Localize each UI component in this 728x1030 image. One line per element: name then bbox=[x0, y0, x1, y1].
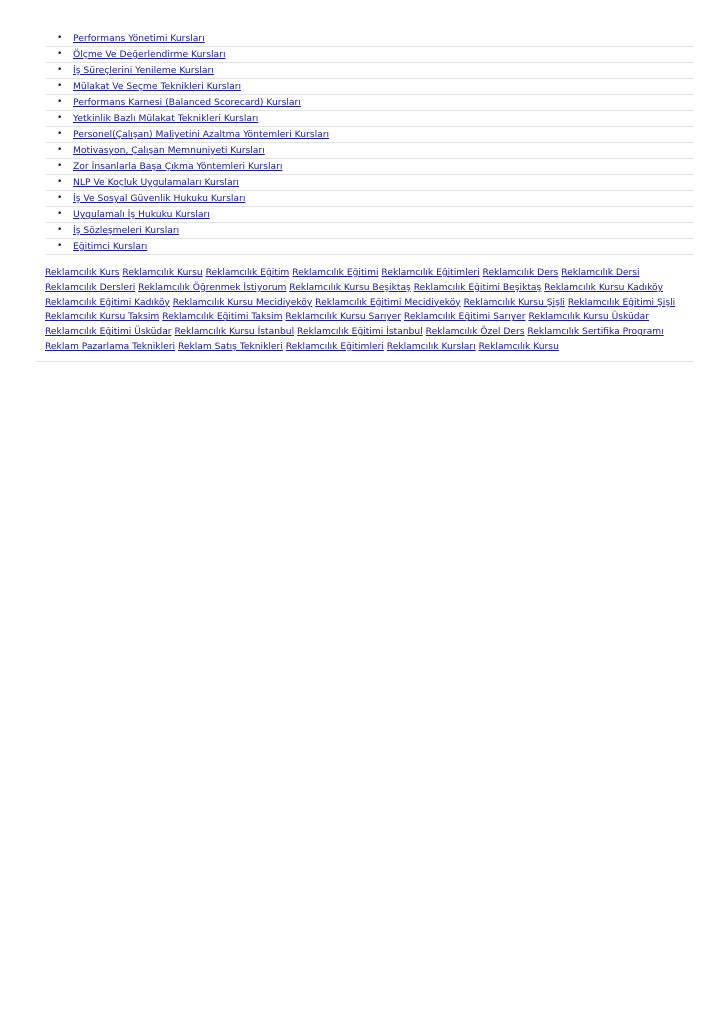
keyword-line bbox=[45, 296, 694, 311]
keyword-link[interactable]: Reklamcılık Eğitimi Şişli bbox=[567, 297, 676, 308]
keyword-link[interactable]: Reklamcılık Eğitimi Beşiktaş bbox=[413, 282, 542, 293]
course-list-item bbox=[46, 191, 694, 207]
keyword-link[interactable]: Reklamcılık Eğitimi bbox=[292, 268, 379, 278]
keyword-link[interactable]: Reklamcılık Eğitimi Sarıyer bbox=[403, 312, 526, 323]
keyword-link[interactable]: Reklamcılık Ders bbox=[482, 268, 559, 278]
keyword-line bbox=[45, 325, 694, 340]
bullet-icon: • bbox=[57, 65, 63, 75]
course-link[interactable]: Performans Yönetimi Kursları bbox=[73, 33, 205, 44]
keyword-links-block bbox=[36, 266, 694, 362]
keyword-link[interactable]: Reklam Satış Teknikleri bbox=[177, 341, 283, 352]
course-link[interactable]: Ölçme Ve Değerlendirme Kursları bbox=[73, 49, 226, 60]
keyword-link[interactable]: Reklamcılık Dersi bbox=[561, 268, 640, 278]
keyword-link[interactable]: Reklamcılık Kursları bbox=[386, 341, 476, 352]
keyword-line bbox=[45, 340, 694, 355]
course-list-item bbox=[46, 63, 694, 79]
keyword-link[interactable]: Reklamcılık Kursu Şişli bbox=[463, 297, 565, 308]
bullet-icon: • bbox=[57, 145, 63, 155]
course-link[interactable]: Performans Karnesi (Balanced Scorecard) Kursları bbox=[73, 97, 301, 108]
keyword-link[interactable]: Reklamcılık Eğitimi Kadıköy bbox=[45, 297, 170, 308]
course-link[interactable]: Uygulamalı İş Hukuku Kursları bbox=[73, 209, 210, 220]
course-link[interactable]: İş Ve Sosyal Güvenlik Hukuku Kursları bbox=[73, 193, 246, 204]
course-link[interactable]: Zor İnsanlarla Başa Çıkma Yöntemleri Kursları bbox=[73, 161, 283, 172]
keyword-link[interactable]: Reklamcılık Eğitimi Mecidiyeköy bbox=[315, 297, 461, 308]
course-list-item bbox=[46, 31, 694, 47]
keyword-link[interactable]: Reklamcılık Kursu bbox=[122, 268, 203, 278]
bullet-icon: • bbox=[57, 161, 63, 171]
bullet-icon: • bbox=[57, 209, 63, 219]
course-link[interactable]: Personel(Çalışan) Maliyetini Azaltma Yöntemleri Kursları bbox=[73, 129, 330, 140]
course-list-item bbox=[46, 223, 694, 239]
course-list bbox=[46, 31, 694, 255]
keyword-link[interactable]: Reklamcılık Eğitim bbox=[205, 268, 290, 278]
keyword-line bbox=[45, 310, 694, 325]
keyword-link[interactable]: Reklam Pazarlama Teknikleri bbox=[45, 341, 176, 352]
course-list-item bbox=[46, 207, 694, 223]
keyword-link[interactable]: Reklamcılık Eğitimleri bbox=[285, 341, 384, 352]
bullet-icon: • bbox=[57, 97, 63, 107]
keyword-link[interactable]: Reklamcılık Eğitimi Taksim bbox=[162, 312, 283, 323]
keyword-link[interactable]: Reklamcılık Dersleri bbox=[45, 282, 136, 293]
course-list-item bbox=[46, 95, 694, 111]
course-list-item bbox=[46, 239, 694, 255]
keyword-link[interactable]: Reklamcılık Özel Ders bbox=[425, 327, 525, 338]
keyword-link[interactable]: Reklamcılık Kursu Taksim bbox=[45, 312, 160, 323]
bullet-icon: • bbox=[57, 81, 63, 91]
keyword-line bbox=[45, 281, 694, 296]
bullet-icon: • bbox=[57, 129, 63, 139]
keyword-link[interactable]: Reklamcılık Kursu Beşiktaş bbox=[289, 282, 411, 293]
course-link[interactable]: Eğitimci Kursları bbox=[73, 241, 148, 252]
course-link[interactable]: Motivasyon, Çalışan Memnuniyeti Kursları bbox=[73, 145, 265, 156]
bullet-icon: • bbox=[57, 177, 63, 187]
keyword-link[interactable]: Reklamcılık Kursu Sarıyer bbox=[285, 312, 401, 323]
bullet-icon: • bbox=[57, 113, 63, 123]
keyword-link[interactable]: Reklamcılık Eğitimi Üsküdar bbox=[45, 327, 172, 338]
keyword-link[interactable]: Reklamcılık Öğrenmek İstiyorum bbox=[138, 282, 287, 293]
bullet-icon: • bbox=[57, 193, 63, 203]
bullet-icon: • bbox=[57, 225, 63, 235]
keyword-line bbox=[45, 266, 694, 281]
course-link[interactable]: NLP Ve Koçluk Uygulamaları Kursları bbox=[73, 177, 239, 188]
keyword-link[interactable]: Reklamcılık Eğitimi İstanbul bbox=[297, 327, 423, 338]
course-link[interactable]: Yetkinlik Bazlı Mülakat Teknikleri Kursları bbox=[73, 113, 259, 124]
bullet-icon: • bbox=[57, 33, 63, 43]
keyword-link[interactable]: Reklamcılık Kursu Üsküdar bbox=[528, 312, 649, 323]
course-link[interactable]: İş Süreçlerini Yenileme Kursları bbox=[73, 65, 214, 76]
course-list-item bbox=[46, 143, 694, 159]
course-link[interactable]: Mülakat Ve Seçme Teknikleri Kursları bbox=[73, 81, 242, 92]
bullet-icon: • bbox=[57, 241, 63, 251]
course-list-item bbox=[46, 159, 694, 175]
course-list-item bbox=[46, 127, 694, 143]
course-list-item bbox=[46, 79, 694, 95]
keyword-link[interactable]: Reklamcılık Kursu bbox=[478, 341, 559, 352]
keyword-link[interactable]: Reklamcılık Eğitimleri bbox=[381, 268, 480, 278]
keyword-link[interactable]: Reklamcılık Kursu Mecidiyeköy bbox=[172, 297, 313, 308]
keyword-link[interactable]: Reklamcılık Kurs bbox=[45, 268, 120, 278]
keyword-link[interactable]: Reklamcılık Sertifika Programı bbox=[527, 327, 664, 338]
keyword-link[interactable]: Reklamcılık Kursu Kadıköy bbox=[544, 282, 664, 293]
bullet-icon: • bbox=[57, 49, 63, 59]
course-list-item bbox=[46, 175, 694, 191]
keyword-link[interactable]: Reklamcılık Kursu İstanbul bbox=[174, 327, 295, 338]
course-list-item bbox=[46, 47, 694, 63]
course-link[interactable]: İş Sözleşmeleri Kursları bbox=[73, 225, 180, 236]
course-list-item bbox=[46, 111, 694, 127]
